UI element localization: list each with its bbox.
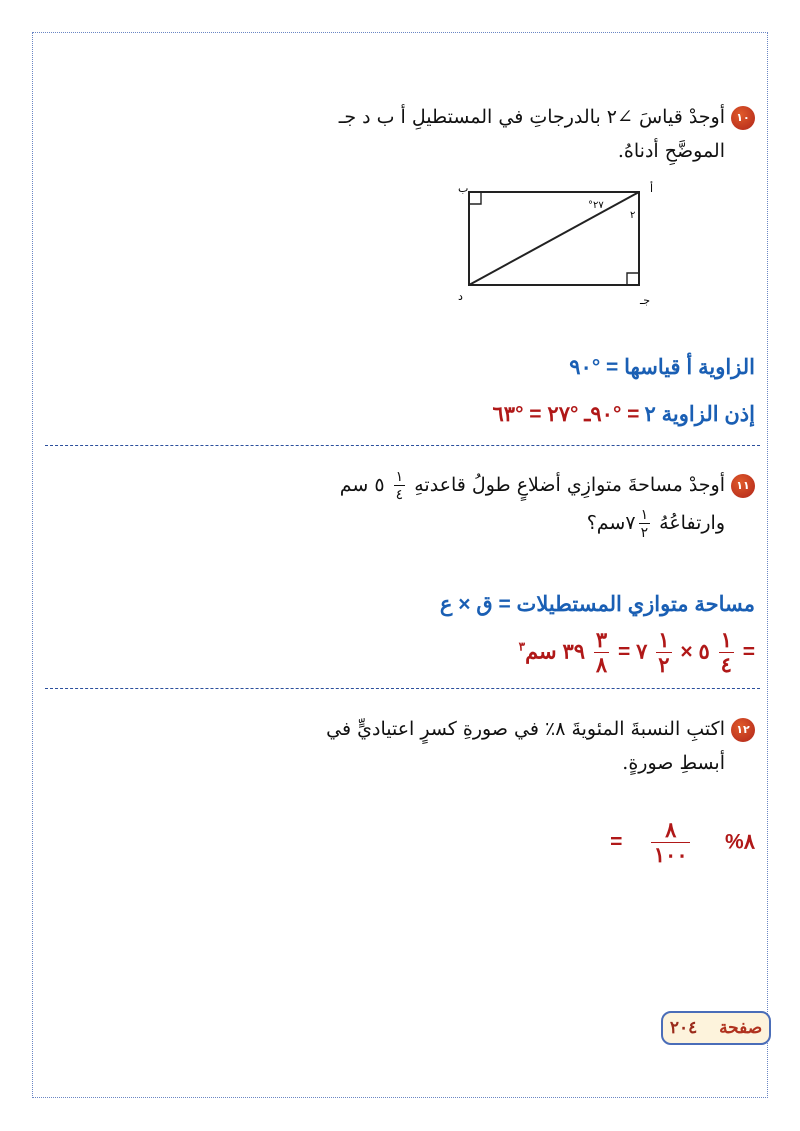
page-number: ٢٠٤	[669, 1018, 698, 1038]
vertex-label-d: د	[458, 290, 463, 303]
question-10	[195, 100, 755, 168]
vertex-label-a: أ	[650, 182, 654, 195]
vertex-label-j: جـ	[640, 294, 651, 307]
question-11-line-1	[55, 468, 755, 502]
rectangle-figure	[440, 180, 665, 310]
diagonal-line	[469, 192, 639, 285]
question-text: أوجدْ مساحةَ متوازِي أضلاعٍ طولُ قاعدتهِ	[414, 474, 725, 496]
question-number-badge: ١٢	[731, 718, 755, 742]
unit-label: سم	[525, 640, 557, 664]
separator-line	[45, 445, 760, 446]
answer-11-line-1: مساحة متوازي المستطيلات = ق × ع	[439, 593, 755, 616]
equals-sign: =	[610, 830, 623, 854]
question-10-line-2: الموضَّحِ أدناهُ.	[617, 140, 725, 162]
question-11	[55, 468, 755, 540]
right-angle-mark-j	[627, 273, 639, 285]
fraction: $\frac{١}{٤}$	[395, 469, 404, 503]
question-12	[195, 712, 755, 780]
vertex-label-b: ب	[458, 182, 469, 195]
answer-12	[610, 820, 755, 866]
fraction: $\frac{٣}{٨}$	[595, 629, 608, 677]
whole-number: ٣٩	[562, 640, 586, 664]
answer-equation: = °٩٠ـ °٢٧ = °٦٣	[492, 403, 640, 426]
question-text: وارتفاعُهُ	[659, 512, 725, 534]
fraction: $\frac{١}{٤}$	[720, 629, 732, 677]
question-11-line-2	[55, 506, 755, 540]
angle-2-label: ٢	[630, 210, 636, 221]
percent-value: ٨%	[725, 830, 755, 854]
unit-exponent: ٣	[518, 639, 526, 654]
page-word: صفحة	[719, 1018, 763, 1038]
question-number-badge: ١١	[731, 474, 755, 498]
fraction: $\frac{١}{٢}$	[640, 507, 649, 541]
question-10-line-1	[195, 100, 755, 134]
answer-10-line-1: الزاوية أ قياسها = °٩٠	[569, 356, 755, 379]
answer-10-line-2	[493, 402, 755, 427]
question-text: ٥ سم	[339, 474, 385, 496]
separator-line	[45, 688, 760, 689]
right-angle-mark-b	[469, 192, 481, 204]
fraction: $\frac{١}{٢}$	[658, 629, 670, 677]
angle-27-label: °٢٧	[588, 200, 604, 211]
question-text: ٧سم؟	[586, 512, 636, 534]
fraction: $\frac{٨}{١٠٠}$	[651, 820, 690, 866]
answer-label: إذن الزاوية ٢	[644, 403, 755, 426]
question-12-line-1	[195, 712, 755, 746]
answer-11-line-2	[519, 630, 755, 676]
times-sign: ×	[680, 640, 693, 664]
whole-number: ٧	[636, 640, 648, 664]
question-number-badge: ١٠	[731, 106, 755, 130]
page-number-badge	[660, 1010, 772, 1046]
whole-number: ٥	[698, 640, 710, 664]
equals-sign: =	[742, 640, 755, 664]
equals-sign: =	[618, 640, 631, 664]
question-text: أوجدْ قياسَ ∠٢ بالدرجاتِ في المستطيلِ أ ب د جـ	[338, 106, 725, 128]
question-12-line-2: أبسطِ صورةٍ.	[622, 752, 725, 774]
question-text: اكتبِ النسبةَ المئويةَ ٨٪ في صورةِ كسرٍ اعتياديٍّ في	[326, 718, 725, 740]
